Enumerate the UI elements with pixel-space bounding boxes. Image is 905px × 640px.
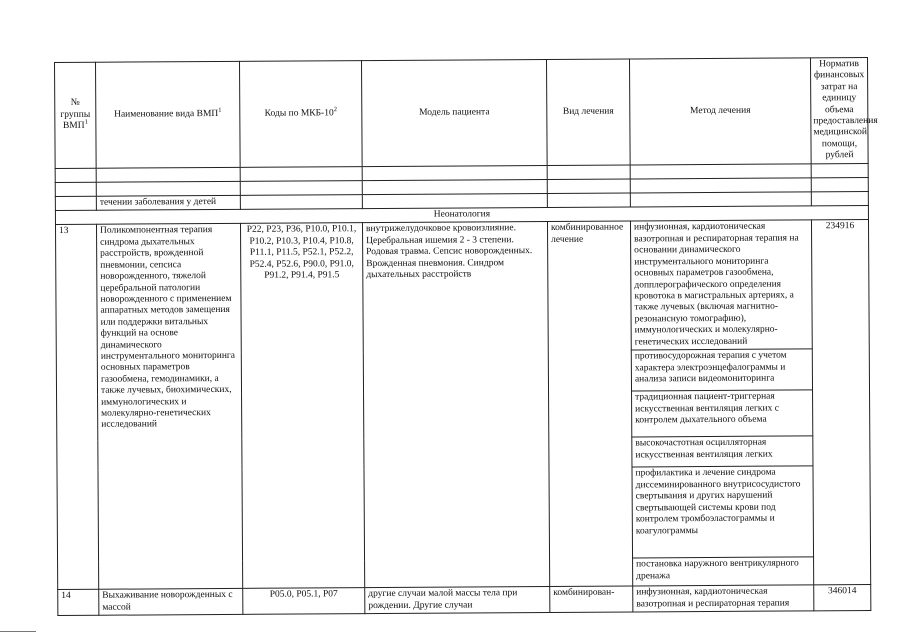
header-treatment-type: Вид лечения [546, 59, 630, 165]
table-row [58, 585, 871, 616]
group-13-method-2: противосудорожная терапия с учетом характера электроэнцефалограммы и анализа записи видеомониторинга [631, 349, 812, 391]
continuation-text: течении заболевания у детей [96, 195, 240, 210]
table-row [55, 220, 869, 354]
scan-edge-mark [0, 631, 36, 632]
group-13-number: 13 [55, 225, 98, 590]
group-13-method-4: высокочастотная осцилляторная искусственная вентиляция легких [632, 436, 813, 467]
group-14-name: Выхаживание новорожденных с массой [99, 589, 243, 616]
group-14-number: 14 [58, 590, 99, 616]
group-13-patient-model: внутрижелудочковое кровоизлияние. Церебральная ишемия 2 - 3 степени. Родовая травма. Сепсис новорожденных. Врожденная пневмония. Синдром дыхательных расстройств [362, 222, 549, 588]
header-vmp-name: Наименование вида ВМП$^1$ [96, 61, 241, 168]
table-header-row [55, 58, 869, 169]
group-13-cost-norm: 234916 [811, 220, 870, 585]
group-13-treatment-type: комбинированное лечение [547, 221, 632, 587]
vmp-table-sheet [54, 57, 878, 613]
group-14-patient-model: другие случаи малой массы тела при рождении. Другие случаи [365, 587, 550, 614]
group-14-treatment-type: комбинирован- [550, 586, 633, 612]
vmp-table [54, 57, 878, 616]
group-13-name: Поликомпонентная терапия синдрома дыхательных расстройств, врожденной пневмонии, сепсиса новорожденного, тяжелой церебральной патологии новорожденного с применением аппаратных методов замещения или поддержки витальных функций на основе динамического инструментального мониторинга основных параметров газообмена, гемодинамики, а также лучевых, биохимических, иммунологических и молекулярно-генетических исследований [96, 224, 242, 590]
group-13-method-6: постановка наружного вентрикулярного дренажа [633, 557, 814, 586]
section-title: Неонатология [55, 206, 868, 225]
header-group-number: № группы ВМП$^1$ [55, 62, 97, 168]
group-13-method-5: профилактика и лечение синдрома диссеминированного внутрисосудистого свертывания и других нарушений свертывающей системы крови под контролем тромбоэластограммы и коагулограммы [632, 466, 814, 558]
group-13-codes: P22, P23, P36, P10.0, P10.1, P10.2, P10.3, P10.4, P10.8, P11.1, P11.5, P52.1, P52.2, P52.4, P52.6, P90.0, P91.0, P91.2, P91.4, P91.5 [240, 223, 364, 589]
group-13-method-1: инфузионная, кардиотоническая вазотропная и респираторная терапия на основании динамического инструментального мониторинга основных параметров газообмена, допплерографического определения кровотока в магистральных артериях, а также лучевых (включая магнитно-резонансную томографию), иммунологических и молекулярно-генетических исследований [630, 220, 812, 350]
group-13-method-3: традиционная пациент-триггерная искусственная вентиляция легких с контролем дыхательного объема [632, 390, 813, 437]
group-14-codes: P05.0, P05.1, P07 [243, 588, 365, 615]
group-14-cost-norm: 346014 [814, 585, 871, 611]
header-icd-codes: Коды по МКБ-$10^2$ [239, 61, 362, 167]
header-patient-model: Модель пациента [361, 59, 547, 166]
header-cost-norm: Норматив финансовых затрат на единицу объема предоставления медицинской помощи, рублей [810, 58, 868, 164]
group-14-method-1: инфузионная, кардиотоническая вазотропная и респираторная терапия [633, 585, 814, 612]
header-treatment-method: Метод лечения [629, 58, 811, 165]
